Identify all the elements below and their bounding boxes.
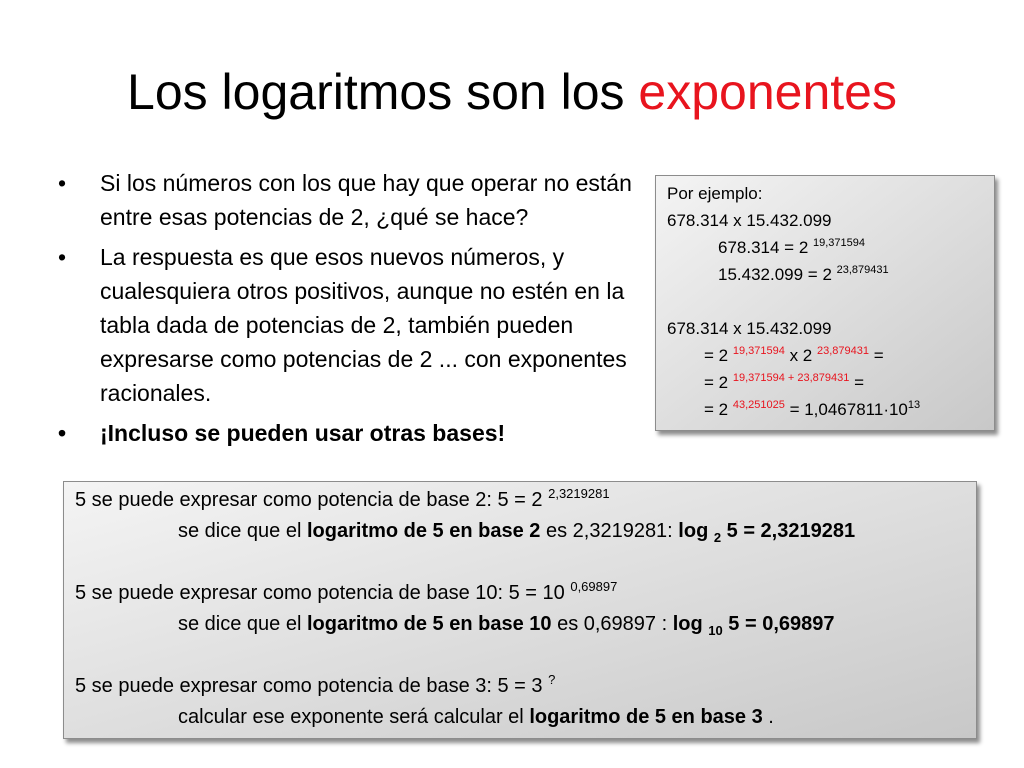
example-box	[655, 175, 995, 431]
log-label: log	[678, 520, 714, 542]
log-text: es 0,69897 :	[551, 613, 673, 635]
bullet-item	[58, 416, 658, 450]
example-text: = 2	[704, 373, 733, 392]
exponent: 19,371594 + 23,879431	[732, 372, 850, 384]
example-line: Por ejemplo:	[667, 184, 763, 203]
logarithm-box	[63, 481, 977, 739]
log-base: 10	[708, 623, 723, 638]
log-text: 5 se puede expresar como potencia de base 2: 5 = 2	[75, 489, 549, 511]
bullet-text: La respuesta es que esos nuevos números, y cualesquiera otros positivos, aunque no estén en la tabla dada de potencias de 2, también pueden expresarse como potencias de 2 ... con exponentes racionales.	[100, 244, 627, 406]
log-text: se dice que el	[178, 613, 307, 635]
log-notation	[678, 520, 856, 545]
log-blank-line	[75, 640, 976, 671]
title-text: Los logaritmos son los	[127, 64, 639, 120]
bullet-list	[58, 166, 658, 456]
example-line	[667, 342, 994, 369]
bullet-item	[58, 240, 658, 410]
bullet-text: ¡Incluso se pueden usar otras bases!	[100, 420, 506, 446]
example-line	[667, 396, 994, 423]
log-result: 5 = 0,69897	[722, 613, 835, 635]
log-text: se dice que el	[178, 520, 307, 542]
log-result: 5 = 2,3219281	[721, 520, 856, 542]
example-line	[667, 261, 994, 288]
example-line	[667, 369, 994, 396]
example-text: x 2	[784, 346, 817, 365]
exponent: 19,371594	[732, 345, 785, 357]
example-text: =	[868, 346, 884, 365]
exponent: 19,371594	[813, 237, 866, 249]
log-text: 5 se puede expresar como potencia de base 10: 5 = 10	[75, 582, 571, 604]
bullet-icon: •	[58, 420, 67, 446]
slide-title	[0, 62, 1024, 122]
title-highlight: exponentes	[638, 64, 897, 120]
log-line	[75, 671, 976, 702]
example-line	[667, 234, 994, 261]
exponent: 23,879431	[816, 345, 869, 357]
log-bold-text: logaritmo de 5 en base 10	[306, 613, 552, 635]
log-text: es 2,3219281:	[540, 520, 679, 542]
log-text: .	[762, 706, 774, 728]
bullet-icon: •	[58, 170, 67, 196]
log-notation	[672, 613, 835, 638]
log-text: 5 se puede expresar como potencia de base 3: 5 = 3	[75, 675, 549, 697]
log-line	[75, 609, 976, 640]
example-line: 678.314 x 15.432.099	[667, 211, 832, 230]
exponent: 43,251025	[732, 399, 785, 411]
example-text: =	[849, 373, 865, 392]
log-line	[75, 516, 976, 547]
exponent: 0,69897	[570, 579, 618, 594]
exponent: ?	[548, 672, 556, 687]
exponent: 13	[907, 399, 921, 411]
example-text: = 2	[704, 400, 733, 419]
log-line	[75, 702, 976, 733]
example-text: 15.432.099 = 2	[718, 265, 837, 284]
log-text: calcular ese exponente será calcular el	[178, 706, 530, 728]
example-text: = 1,0467811·10	[784, 400, 908, 419]
log-line	[75, 485, 976, 516]
bullet-item	[58, 166, 658, 234]
example-blank-line	[667, 288, 994, 315]
example-text: 678.314 = 2	[718, 238, 814, 257]
log-base: 2	[713, 530, 722, 545]
log-blank-line	[75, 547, 976, 578]
log-bold-text: logaritmo de 5 en base 2	[306, 520, 541, 542]
exponent: 2,3219281	[548, 486, 610, 501]
log-label: log	[672, 613, 709, 635]
log-bold-text: logaritmo de 5 en base 3	[529, 706, 763, 728]
log-line	[75, 578, 976, 609]
example-text: = 2	[704, 346, 733, 365]
example-line: 678.314 x 15.432.099	[667, 319, 832, 338]
bullet-icon: •	[58, 244, 67, 270]
exponent: 23,879431	[836, 264, 889, 276]
bullet-text: Si los números con los que hay que operar no están entre esas potencias de 2, ¿qué se hace?	[100, 170, 632, 230]
